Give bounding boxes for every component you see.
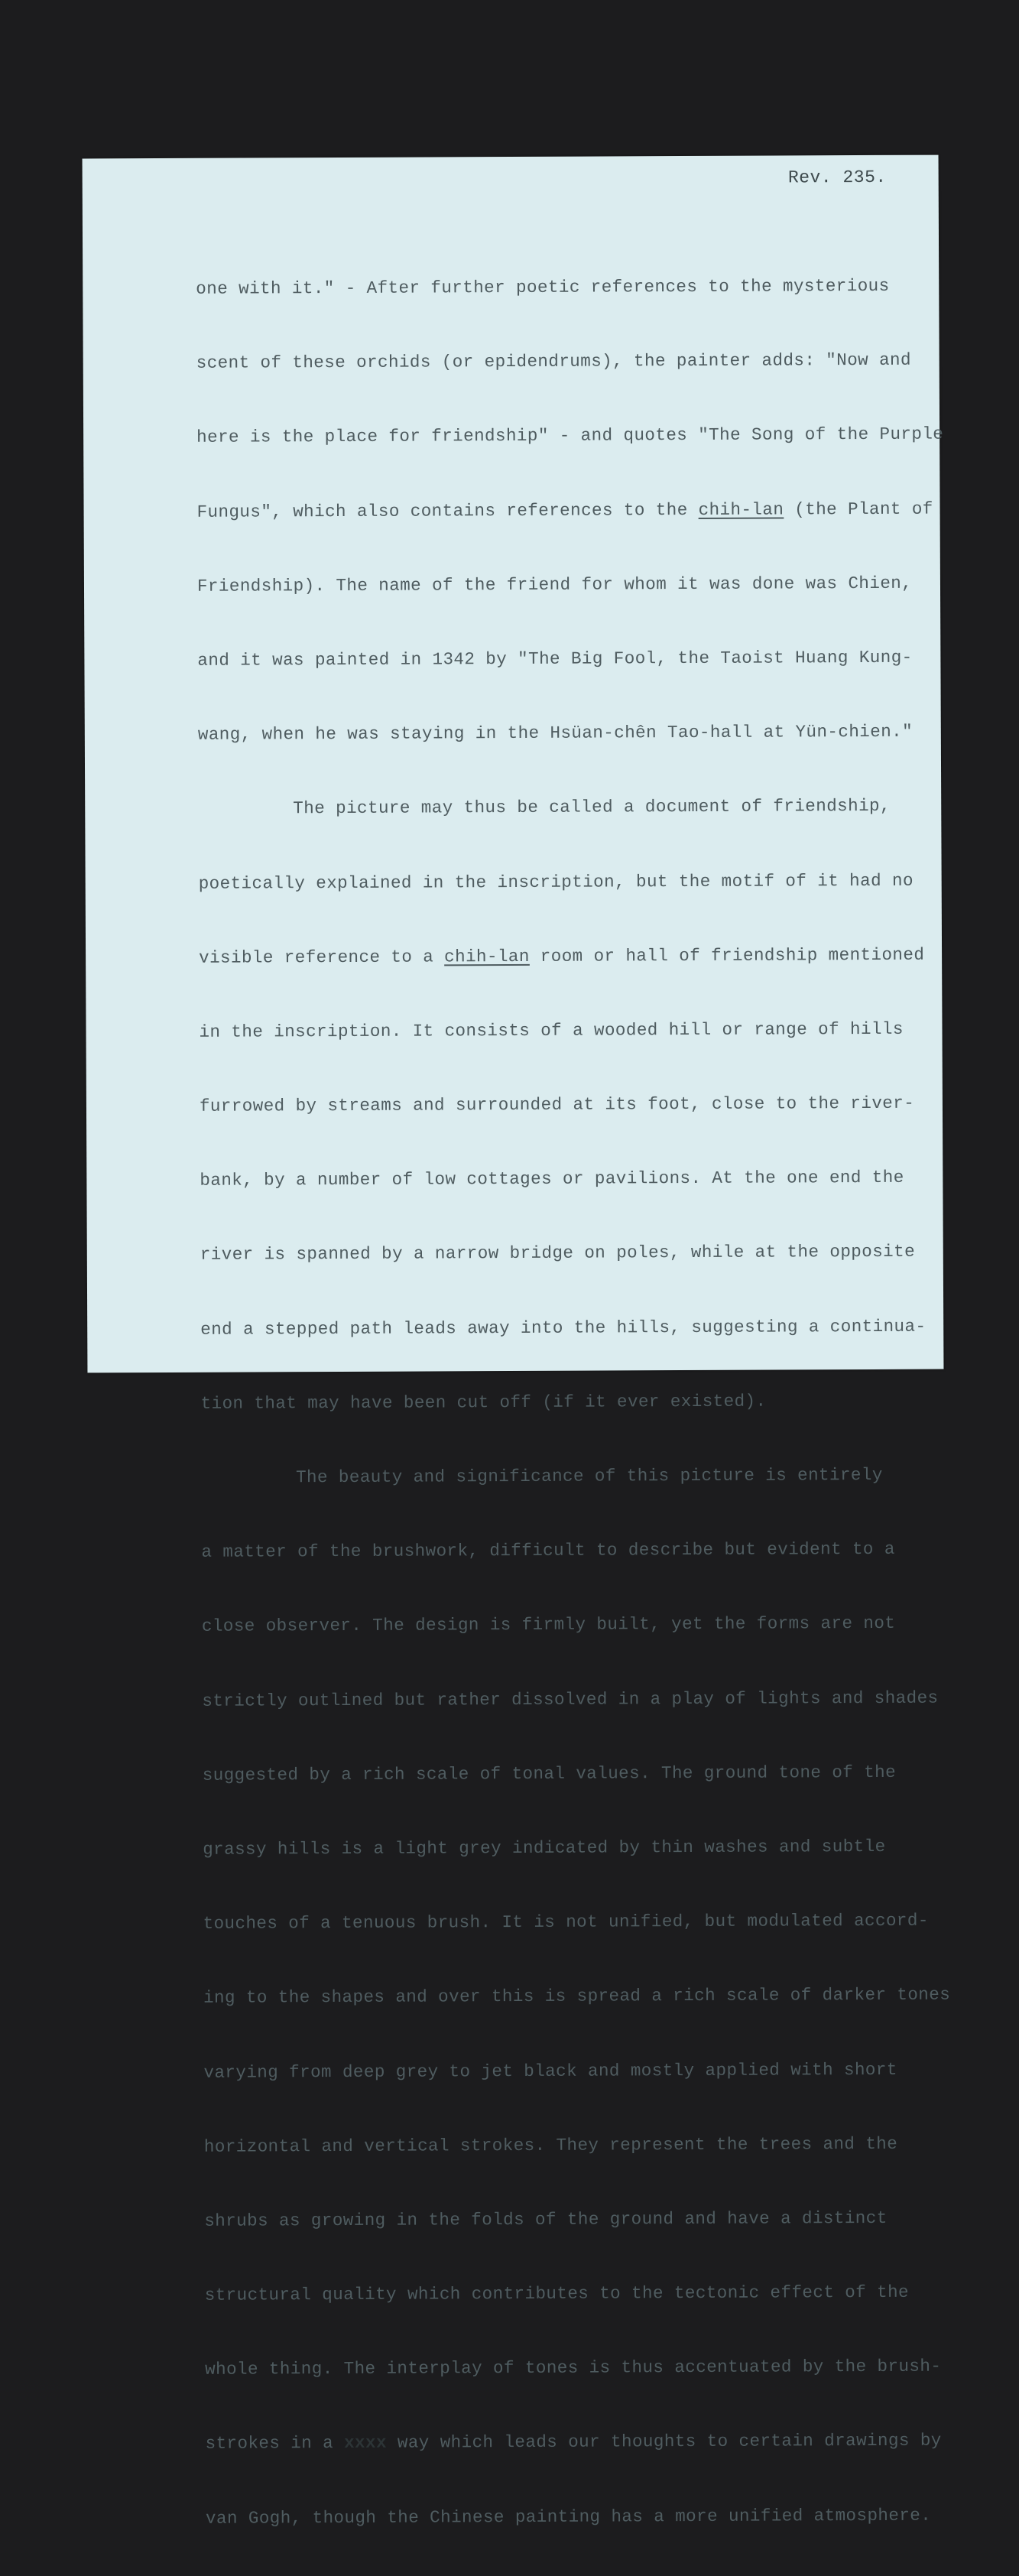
text-line: suggested by a rich scale of tonal values. The ground tone of the: [202, 1762, 897, 1785]
text-line: [196, 492, 933, 529]
text-line: river is spanned by a narrow bridge on poles, while at the opposite: [200, 1242, 916, 1265]
text-segment: room or hall of friendship mentioned: [529, 944, 925, 966]
text-line: whole thing. The interplay of tones is thus accentuated by the brush-: [205, 2356, 942, 2380]
text-line: touches of a tenuous brush. It is not unified, but modulated accord-: [203, 1910, 929, 1934]
text-line: a matter of the brushwork, difficult to describe but evident to a: [201, 1539, 895, 1562]
page-number: Rev. 235.: [787, 167, 887, 188]
text-line: Friendship). The name of the friend for whom it was done was Chien,: [196, 573, 913, 596]
text-line: tion that may have been cut off (if it ever existed).: [200, 1391, 767, 1414]
typewritten-page: [83, 155, 951, 2529]
struck-out-word: xxxx: [343, 2433, 387, 2454]
text-line: and it was painted in 1342 by "The Big Fool, the Taoist Huang Kung-: [197, 647, 913, 671]
text-line: horizontal and vertical strokes. They represent the trees and the: [203, 2133, 898, 2157]
paragraph-start-line: The picture may thus be called a document of friendship,: [293, 796, 891, 819]
text-line: here is the place for friendship" - and quotes "The Song of the Purple: [196, 424, 944, 448]
text-line: wang, when he was staying in the Hsüan-chên Tao-hall at Yün-chien.": [197, 721, 914, 745]
text-segment: (the Plant of: [784, 499, 933, 520]
text-line: grassy hills is a light grey indicated by thin washes and subtle: [203, 1836, 886, 1860]
underlined-term: chih-lan: [698, 499, 784, 520]
underlined-term: chih-lan: [444, 946, 530, 967]
body-text: [196, 229, 951, 2576]
text-line: [199, 937, 933, 975]
paragraph-start-line: The beauty and significance of this picture is entirely: [296, 1464, 883, 1488]
text-line: shrubs as growing in the folds of the ground and have a distinct: [204, 2207, 888, 2231]
text-line: one with it." - After further poetic references to the mysterious: [196, 275, 890, 299]
text-segment: way which leads our thoughts to certain drawings by: [386, 2431, 942, 2454]
text-line: structural quality which contributes to the tectonic effect of the: [204, 2282, 910, 2305]
text-segment: visible reference to a: [199, 947, 445, 968]
text-line: in the inscription. It consists of a wooded hill or range of hills: [199, 1018, 904, 1042]
text-line: poetically explained in the inscription, but the motif of it had no: [198, 870, 914, 894]
text-line: scent of these orchids (or epidendrums), the painter adds: "Now and: [196, 349, 911, 373]
text-segment: Fungus", which also contains references to the: [196, 499, 699, 522]
text-line: bank, by a number of low cottages or pavilions. At the one end the: [200, 1168, 904, 1191]
text-line: ing to the shapes and over this is spread a rich scale of darker tones: [203, 1984, 951, 2009]
text-line: van Gogh, though the Chinese painting has a more unified atmosphere.: [205, 2505, 932, 2529]
text-segment: strokes in a: [205, 2433, 345, 2454]
text-line: [205, 2424, 942, 2461]
text-line: strictly outlined but rather dissolved in a play of lights and shades: [202, 1688, 939, 1711]
text-line: varying from deep grey to jet black and mostly applied with short: [203, 2059, 897, 2083]
text-line: furrowed by streams and surrounded at its foot, close to the river-: [199, 1093, 915, 1116]
text-line: close observer. The design is firmly built, yet the forms are not: [201, 1613, 896, 1637]
text-line: end a stepped path leads away into the hills, suggesting a continua-: [200, 1316, 927, 1340]
